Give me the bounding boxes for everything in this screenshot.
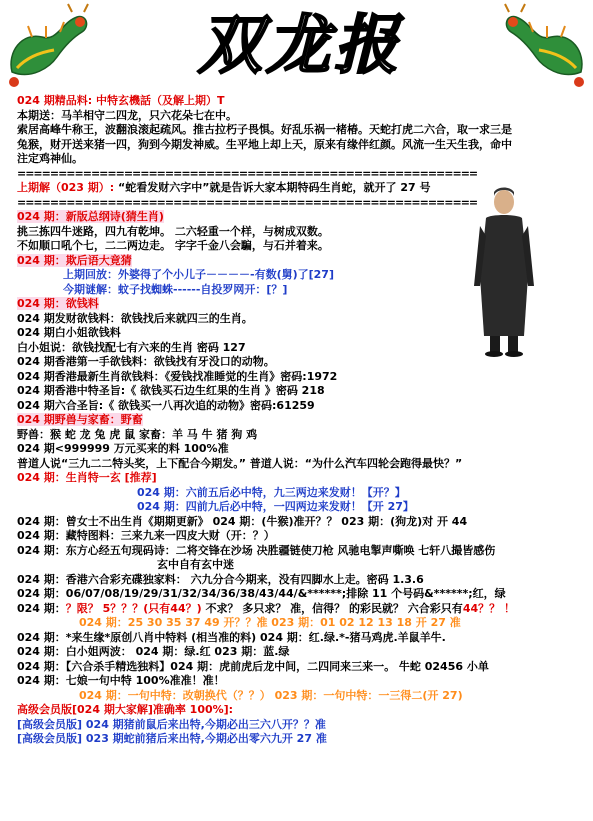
- text-line: 兔猴，财开送来猪一四，狗到今期发神威。生平地上却上天，原来有缘伴红颜。风流一生天生我，命中: [17, 137, 512, 151]
- text-line: 本期送：马羊相守二四龙，只六花朵七在中。: [17, 108, 237, 122]
- text-line: [17, 602, 585, 617]
- text-line: 上期回放：外婆得了个小儿子－－－－-有数(舅)了[27]: [63, 268, 334, 281]
- line-segment: 024 期：: [17, 601, 66, 615]
- text-line: 024 期：东方心经五句现码诗：二将交锋在沙场 决胜疆链使刀枪 风驰电掣声嘶唤 七轩八撮皆感伤: [17, 543, 496, 557]
- text-line: 挑三拣四牛迷路，四九有乾坤。 二六轻重一个样，与树成双数。: [17, 224, 329, 238]
- text-line: 024 期：四前九后必中特，一四两边来发财！【开 27】: [137, 500, 414, 513]
- text-line: 024 期：白小姐两波： 024 期：绿.红 023 期：蓝.绿: [17, 645, 290, 658]
- text-line: 野兽：猴 蛇 龙 兔 虎 鼠 家畜：羊 马 牛 猪 狗 鸡: [17, 427, 258, 441]
- dragon-right-icon: [499, 2, 591, 88]
- highlight-heading: 024 期：新版总纲诗(猜生肖): [17, 210, 164, 223]
- text-line: ========================================================: [17, 195, 478, 209]
- text-line: 024 期：一句中特：改朝换代（？？） 023 期：一句中特：一三得二(开 27): [79, 688, 463, 702]
- text-line: 注定鸡神仙。: [17, 152, 83, 165]
- text-line: 024 期白小姐欲钱料: [17, 326, 121, 339]
- text-line: [17, 254, 585, 269]
- text-line: 024 期香港中特圣旨:《 欲钱买石边生红果的生肖 》密码 218: [17, 384, 325, 397]
- text-line: 上期解（023 期）: “蛇看发财六字中”就是告诉大家本期特码生肖蛇，就开了 27 号: [17, 181, 431, 194]
- text-line: [17, 210, 585, 225]
- highlight-heading: 024 期野兽与家畜：野畜: [17, 413, 143, 426]
- text-line: 024 期：【六合杀手精选独料】024 期：虎前虎后龙中间，二四同来三来一。 牛蛇 02456 小单: [17, 659, 489, 673]
- text-line: 024 期：生肖特一玄 [推荐]: [17, 471, 157, 484]
- text-line: 024 期香港第一手欲钱料：欲钱找有牙没口的动物。: [17, 355, 275, 368]
- line-segment: ？限？ 5？？？(只有44？): [65, 601, 202, 615]
- text-line: 白小姐说：欲钱找配七有六来的生肖 密码 127: [17, 340, 246, 354]
- text-line: 024 期六合圣旨:《 欲钱买一八再次追的动物》密码:61259: [17, 398, 315, 412]
- text-line: 024 期香港最新生肖欲钱料：《爱钱找准睡觉的生肖》密码:1972: [17, 369, 338, 383]
- text-line: 024 期：曾女士不出生肖《期期更新》 024 期：(牛猴)准开？？ 023 期：(狗龙)对 开 44: [17, 514, 468, 528]
- text-line: [高级会员版] 024 期猪前鼠后来出特,今期必出三六八开？？准: [17, 717, 326, 731]
- text-line: 024 期：06/07/08/19/29/31/32/34/36/38/43/44/&******;排除 11 个号码&******;红，绿: [17, 587, 506, 600]
- article-body: [17, 94, 585, 747]
- text-line: 024 期：藏特图料：三来九来一四皮大财（开：？）: [17, 529, 275, 542]
- text-line: [17, 297, 585, 312]
- line-segment: 不求？ 多只求？ 准，信得？ 的彩民就？ 六合彩只有: [201, 601, 463, 615]
- text-line: 024 期：香港六合彩充碟独家料： 六九分合今期来，没有四脚水上走。密码 1.3.6: [17, 572, 424, 586]
- text-line: ========================================================: [17, 166, 478, 180]
- text-line: [17, 413, 585, 428]
- text-line: 玄中自有玄中迷: [157, 558, 234, 571]
- text-line: 024 期：*来生缘*原创八肖中特料 (相当准的料) 024 期：红.绿.*-猪马鸡虎.羊鼠羊牛.: [17, 630, 446, 644]
- text-line: 024 期<999999 万元买来的料 100%准: [17, 442, 229, 455]
- line-prefix: 上期解（023 期）:: [17, 181, 115, 194]
- text-line: 024 期发财欲钱料：欲钱找后来就四三的生肖。: [17, 311, 253, 325]
- page-title: 双龙报: [198, 8, 402, 83]
- highlight-heading: 024 期：欲钱料: [17, 297, 99, 310]
- text-line: 普道人说“三九二二特头奖，上下配合今期发。” 普道人说：“为什么汽车四轮会跑得最快？”: [17, 456, 463, 470]
- text-line: 024 期：六前五后必中特，九三两边来发财！【开？】: [137, 485, 406, 499]
- text-line: 今期谜解：蚊子找蜘蛛------自投罗网开：[？]: [63, 282, 288, 296]
- text-line: 高级会员版[024 期大家解]准确率 100%]:: [17, 703, 234, 716]
- text-line: [高级会员版] 023 期蛇前猪后来出特,今期必出零六九开 27 准: [17, 732, 327, 745]
- text-line: 024 期精品料: 中特玄機話（及解上期）T: [17, 94, 225, 107]
- text-line: 024 期：七娘一句中特 100%准准！准！: [17, 674, 225, 687]
- text-line: 不如顺口吼个七，二二两边走。 字字千金八会騙，与石并着来。: [17, 239, 329, 252]
- page-header: [0, 0, 593, 92]
- highlight-heading: 024 期：欺后语大竟猜: [17, 253, 132, 267]
- dragon-left-icon: [2, 2, 94, 88]
- text-line: 024 期：25 30 35 37 49 开？？准 023 期：01 02 12 13 18 开 27 准: [79, 616, 461, 629]
- text-line: 索居高峰牛称王，波翻浪滚起疏风。推古拉朽子畏惧。好乱乐祸一楮椿。天蛇打虎二六合，取一求三是: [17, 123, 512, 136]
- line-segment: 44？？ ！: [462, 601, 515, 615]
